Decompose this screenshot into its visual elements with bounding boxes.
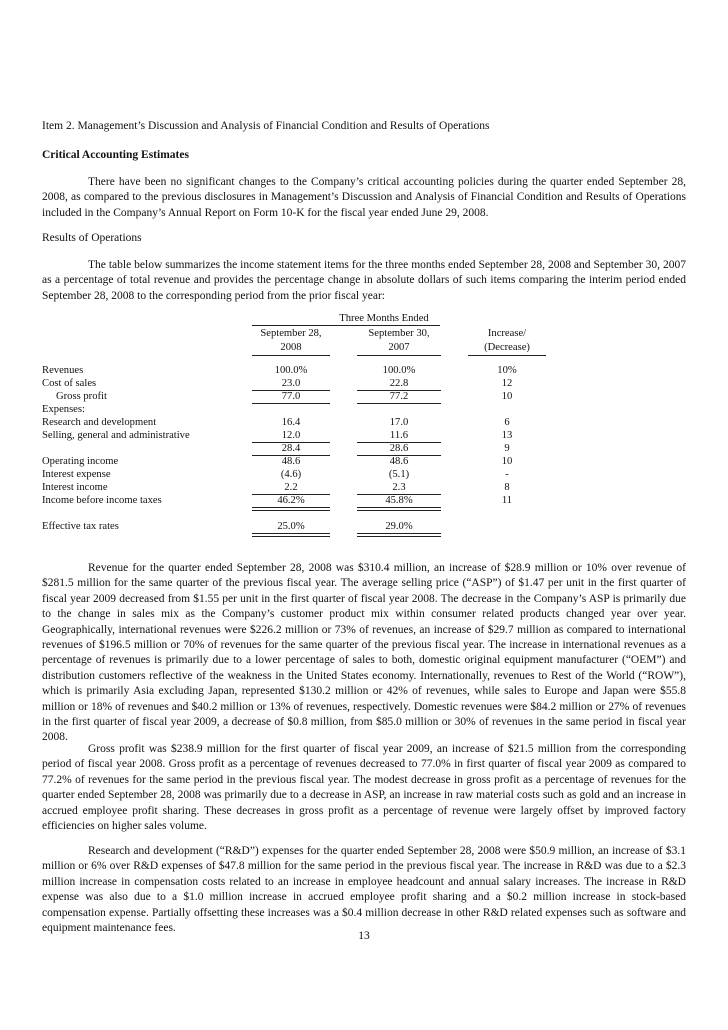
table-group-header: Three Months Ended [339,313,429,324]
total-double-rule [252,533,330,537]
row-label: Interest income [42,482,108,493]
row-label: Revenues [42,365,84,376]
row-value-change: 11 [501,495,513,506]
row-value-2008: 12.0 [281,430,301,441]
table-row [42,403,686,416]
header-rule [252,325,440,326]
row-value-2008: 48.6 [281,456,301,467]
row-label: Interest expense [42,469,111,480]
col3-header-underline [468,355,546,356]
row-value-change: 13 [501,430,513,441]
col3-header-line1: Increase/ [487,328,527,339]
row-value-2008: 23.0 [281,378,301,389]
row-value-2008: 100.0% [274,365,308,376]
row-value-change: 10% [497,365,517,376]
paragraph-results-intro: The table below summarizes the income statement items for the three months ended September 28, 2008 and September 30, 2007 as a percentage of total revenue and provides the percentage change in absolute dollars of such items comparing the interim period ended September 28, 2008 to the corresponding period from the prior fiscal year: [42,259,686,302]
row-value-2008: 16.4 [281,417,301,428]
row-value-change: 10 [501,391,513,402]
total-double-rule [357,533,441,537]
row-value-change: 6 [504,417,510,428]
table-row [42,416,686,429]
table-row [42,377,686,390]
row-value-2007: 48.6 [389,456,409,467]
row-label: Research and development [42,417,157,428]
table-row [42,520,686,533]
section-title-critical-accounting: Critical Accounting Estimates [42,149,189,161]
total-double-rule [357,507,441,511]
row-label: Operating income [42,456,119,467]
row-value-2007: 29.0% [385,521,413,532]
table-row [42,481,686,494]
row-value-change: 8 [504,482,510,493]
row-label: Effective tax rates [42,521,119,532]
row-value-change: 12 [501,378,513,389]
row-value-2008: 28.4 [281,443,301,454]
col2-header-line1: September 30, [368,328,430,339]
col1-header-underline [252,355,330,356]
table-row [42,429,686,442]
table-row [42,468,686,481]
page-number: 13 [358,930,370,942]
row-value-2007: 22.8 [389,378,409,389]
row-value-change: 10 [501,456,513,467]
table-row [42,364,686,377]
row-value-2007: 28.6 [389,443,409,454]
row-value-2007: 11.6 [389,430,409,441]
paragraph-research-development: Research and development (“R&D”) expenses for the quarter ended September 28, 2008 were $50.9 million, an increase of $3.1 million or 6% over R&D expenses of $47.8 million for the same period in the previous fiscal year. The increase in R&D was due to a $2.3 million increase in compensation costs related to an increase in employee headcount and annual salary increases. The increase in R&D expense was also due to a $1.0 million increase in accrued employee profit sharing and a $0.2 million increase in stock-based compensation expense. Partially offsetting these increases was a $0.4 million decrease in other R&D related expenses such as software and equipment maintenance fees. [42,845,686,935]
total-double-rule [252,507,330,511]
row-value-change: - [505,469,509,480]
table-row [42,442,686,455]
row-value-2007: (5.1) [388,469,410,480]
row-label: Cost of sales [42,378,97,389]
row-value-2008: (4.6) [280,469,302,480]
table-row [42,455,686,468]
row-value-2008: 77.0 [281,391,301,402]
col2-header-line2: 2007 [388,342,410,353]
col3-header-line2: (Decrease) [484,342,530,353]
item-heading: Item 2. Management’s Discussion and Analysis of Financial Condition and Results of Operations [42,120,490,132]
row-label: Selling, general and administrative [42,430,190,441]
row-value-2007: 2.3 [392,482,406,493]
table-row [42,390,686,403]
col1-header-line1: September 28, [260,328,322,339]
paragraph-critical-accounting: There have been no significant changes to the Company’s critical accounting policies during the quarter ended September 28, 2008, as compared to the previous disclosures in Management’s Discussion and Analysis of Financial Condition and Results of Operations included in the Company’s Annual Report on Form 10-K for the fiscal year ended June 29, 2008. [42,176,686,219]
table-row [42,494,686,507]
row-value-2008: 46.2% [277,495,305,506]
row-value-change: 9 [504,443,510,454]
row-value-2007: 17.0 [389,417,409,428]
row-label: Expenses: [42,404,85,415]
paragraph-revenue: Revenue for the quarter ended September 28, 2008 was $310.4 million, an increase of $28.9 million or 10% over revenue of $281.5 million for the same quarter of the previous fiscal year. The average selling price (“ASP”) of $1.47 per unit in the first quarter of fiscal year 2009 decreased from $1.55 per unit in the first quarter of fiscal year 2008. The decrease in the Company’s ASP is primarily due to the change in sales mix as the Company’s customer product mix within consumer related products changed year over year. Geographically, international revenues were $226.2 million or 73% of revenues, an increase of $29.7 million as compared to international revenues of $196.5 million or 70% of revenues for the same quarter of the previous fiscal year. The increase in international revenues as a percentage of revenues is primarily due to a lower percentage of sales to both, domestic original equipment manufacturer (“OEM”) and distribution customers reflective of the weakness in the United States economy. Internationally, revenues to Rest of the World (“ROW”), which is primarily Asia excluding Japan, represented $130.2 million or 42% of revenues, while sales to Europe and Japan were $55.8 million or 18% of revenues and $40.2 million or 13% of revenues, respectively. Domestic revenues were $84.2 million or 27% of revenues in the first quarter of fiscal year 2009, a decrease of $0.8 million, from $85.0 million or 30% of revenues in the same period in fiscal year 2008. [42,562,686,744]
row-value-2007: 100.0% [382,365,416,376]
row-label: Income before income taxes [42,495,162,506]
col2-header-underline [357,355,441,356]
row-value-2007: 45.8% [385,495,413,506]
paragraph-gross-profit: Gross profit was $238.9 million for the first quarter of fiscal year 2009, an increase of $21.5 million from the corresponding period of fiscal year 2008. Gross profit as a percentage of revenues decreased to 77.0% in first quarter of fiscal year 2009 as compared to 77.2% of revenues for the same period in the previous fiscal year. The modest decrease in gross profit as a percentage of revenues for the quarter ended September 28, 2008 was primarily due to a decrease in ASP, an increase in raw material costs such as gold and an increase in accrued employee profit sharing. These decreases in gross profit as a percentage of revenue were largely offset by improved factory efficiencies on higher sales volume. [42,743,686,833]
col1-header-line2: 2008 [280,342,302,353]
row-value-2007: 77.2 [389,391,409,402]
row-label: Gross profit [56,391,107,402]
row-value-2008: 25.0% [277,521,305,532]
section-title-results-of-operations: Results of Operations [42,232,142,244]
row-value-2008: 2.2 [284,482,298,493]
